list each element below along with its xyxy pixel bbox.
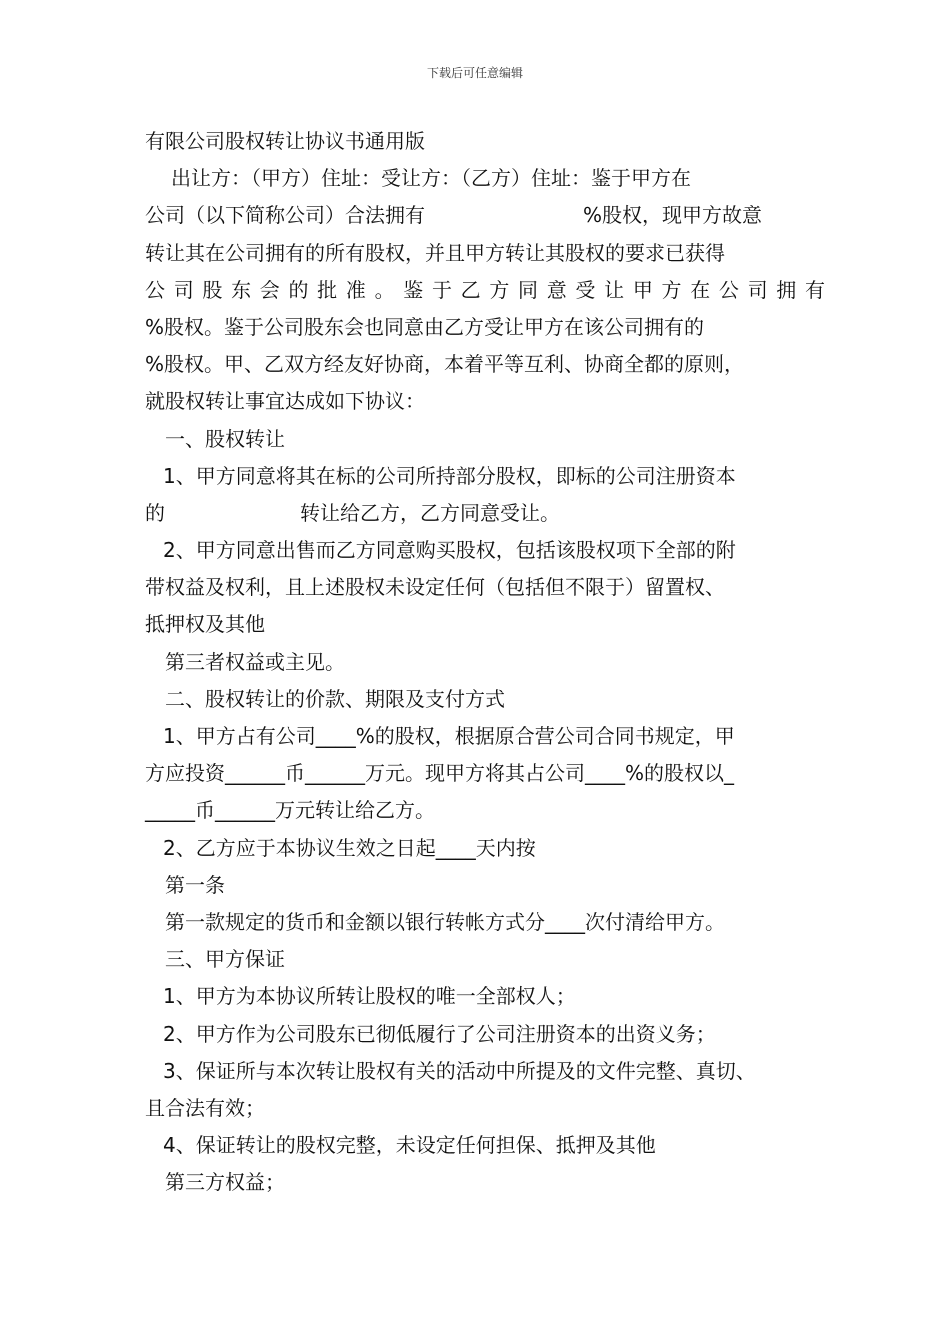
paragraph-line: %股权。鉴于公司股东会也同意由乙方受让甲方在该公司拥有的 bbox=[145, 314, 705, 339]
document-body bbox=[145, 123, 825, 1201]
clause-line: 第三者权益或主见。 bbox=[165, 649, 345, 674]
section-heading: 三、甲方保证 bbox=[165, 947, 285, 972]
clause-line: 1、甲方为本协议所转让股权的唯一全部权人； bbox=[163, 984, 576, 1009]
clause-line: 1、甲方同意将其在标的公司所持部分股权，即标的公司注册资本 bbox=[163, 463, 736, 488]
clause-line: 第一条 bbox=[165, 872, 225, 897]
clause-line: 3、保证所与本次转让股权有关的活动中所提及的文件完整、真切、 bbox=[163, 1058, 756, 1083]
paragraph-line: 公司股东会的批准。鉴于乙方同意受让甲方在公司拥有 bbox=[145, 277, 825, 302]
text-span: %股权，现甲方故意 bbox=[583, 203, 763, 228]
document-title: 有限公司股权转让协议书通用版 bbox=[145, 129, 425, 153]
text-span: 的 bbox=[145, 500, 165, 525]
clause-line: 4、保证转让的股权完整，未设定任何担保、抵押及其他 bbox=[163, 1133, 656, 1158]
text-span: 转让给乙方，乙方同意受让。 bbox=[300, 500, 560, 525]
paragraph-line: 出让方：（甲方）住址：受让方：（乙方）住址：鉴于甲方在 bbox=[171, 166, 691, 191]
clause-line: 2、甲方作为公司股东已彻低履行了公司注册资本的出资义务； bbox=[163, 1021, 716, 1046]
clause-line: 2、甲方同意出售而乙方同意购买股权，包括该股权项下全部的附 bbox=[163, 538, 736, 563]
paragraph-line: %股权。甲、乙双方经友好协商，本着平等互利、协商全都的原则， bbox=[145, 352, 745, 377]
clause-line: 带权益及权利，且上述股权未设定任何（包括但不限于）留置权、 bbox=[145, 575, 725, 600]
paragraph-line bbox=[145, 197, 825, 234]
clause-line: 方应投资______币______万元。现甲方将其占公司____%的股权以_ bbox=[145, 761, 735, 786]
text-span: 公司（以下简称公司）合法拥有 bbox=[145, 203, 425, 228]
paragraph-line: 转让其在公司拥有的所有股权，并且甲方转让其股权的要求已获得 bbox=[145, 240, 725, 265]
clause-line: 抵押权及其他 bbox=[145, 612, 265, 637]
clause-line: 第三方权益； bbox=[165, 1170, 285, 1195]
clause-line: _____币______万元转让给乙方。 bbox=[145, 798, 435, 823]
section-heading: 一、股权转让 bbox=[165, 426, 285, 451]
section-heading: 二、股权转让的价款、期限及支付方式 bbox=[165, 686, 505, 711]
clause-line: 1、甲方占有公司____%的股权，根据原合营公司合同书规定，甲 bbox=[163, 724, 735, 748]
page-header-note: 下载后可任意编辑 bbox=[426, 66, 523, 80]
paragraph-line: 就股权转让事宜达成如下协议： bbox=[145, 389, 425, 414]
clause-line bbox=[145, 495, 825, 532]
clause-line: 第一款规定的货币和金额以银行转帐方式分____次付清给甲方。 bbox=[165, 909, 725, 934]
clause-line: 且合法有效； bbox=[145, 1095, 265, 1120]
clause-line: 2、乙方应于本协议生效之日起____天内按 bbox=[163, 835, 536, 860]
